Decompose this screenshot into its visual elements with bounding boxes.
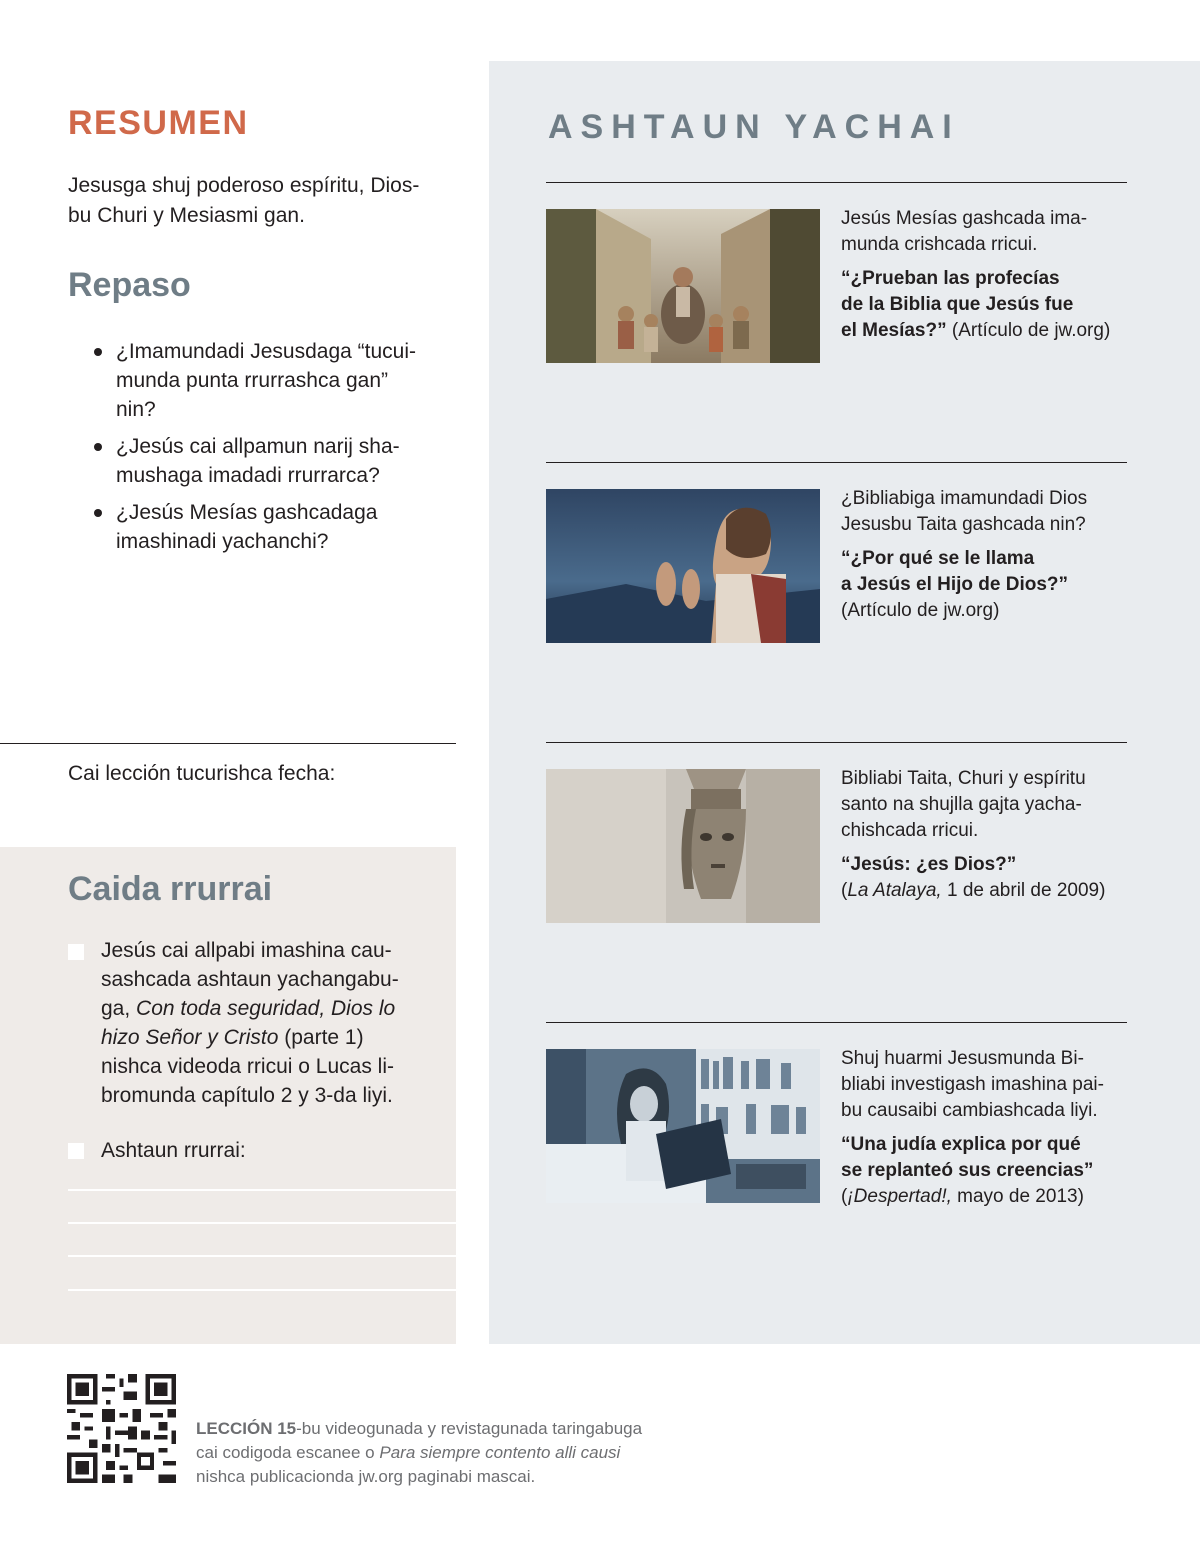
resource-item-3 xyxy=(841,766,1131,904)
woman-reading-bible-image[interactable] xyxy=(546,1049,820,1203)
repaso-item xyxy=(94,337,454,424)
publication-name: La Atalaya, xyxy=(847,880,942,901)
resource-description: bu causaibi cambiashcada liyi. xyxy=(841,1100,1098,1121)
resource-description: ¿Bibliabiga imamundadi Dios xyxy=(841,488,1088,509)
resource-title[interactable]: se replanteó sus creencias” xyxy=(841,1160,1094,1181)
resource-description: chishcada rricui. xyxy=(841,820,979,841)
resource-description: santo na shujlla gajta yacha- xyxy=(841,794,1082,815)
resource-description: Bibliabi Taita, Churi y espíritu xyxy=(841,768,1086,789)
publication-name: Para siempre contento alli causi xyxy=(379,1443,621,1462)
resource-description: bliabi investigash imashina pai- xyxy=(841,1074,1104,1095)
bullet-icon xyxy=(94,348,102,356)
writing-line[interactable] xyxy=(68,1222,456,1224)
video-title: hizo Señor y Cristo xyxy=(101,1026,279,1049)
resource-title[interactable]: a Jesús el Hijo de Dios?” xyxy=(841,574,1069,595)
resumen-text xyxy=(68,171,458,231)
footer-line: nishca publicacionda jw.org paginabi mascai. xyxy=(196,1467,536,1486)
writing-line[interactable] xyxy=(68,1255,456,1257)
repaso-list xyxy=(94,337,454,564)
resource-item-2 xyxy=(841,486,1131,624)
caida-text: ga, xyxy=(101,997,137,1020)
footer-text: cai codigoda escanee o xyxy=(196,1443,380,1462)
resource-source-text: mayo de 2013) xyxy=(951,1186,1084,1207)
repaso-line: munda punta rrurrashca gan” xyxy=(116,369,388,392)
resource-source-text: ( xyxy=(841,880,848,901)
repaso-line: imashinadi yachanchi? xyxy=(116,530,329,553)
caida-line: bromunda capítulo 2 y 3-da liyi. xyxy=(101,1084,393,1107)
caida-line: nishca videoda rricui o Lucas li- xyxy=(101,1055,394,1078)
divider xyxy=(0,743,456,744)
checkbox-2[interactable] xyxy=(68,1143,84,1159)
three-faced-stone-carving-image[interactable] xyxy=(546,769,820,923)
resource-description: Jesús Mesías gashcada ima- xyxy=(841,208,1088,229)
divider xyxy=(546,742,1127,743)
checkbox-1[interactable] xyxy=(68,944,84,960)
jesus-praying-image[interactable] xyxy=(546,489,820,643)
divider xyxy=(546,462,1127,463)
resource-description: Jesusbu Taita gashcada nin? xyxy=(841,514,1086,535)
writing-line[interactable] xyxy=(68,1289,456,1291)
resource-source: (Artículo de jw.org) xyxy=(946,320,1111,341)
writing-line[interactable] xyxy=(68,1189,456,1191)
repaso-line: nin? xyxy=(116,398,156,421)
bullet-icon xyxy=(94,443,102,451)
repaso-line: mushaga imadadi rrurrarca? xyxy=(116,464,380,487)
resumen-heading: RESUMEN xyxy=(68,104,249,142)
qr-code-icon[interactable] xyxy=(67,1374,176,1483)
repaso-line: ¿Imamundadi Jesusdaga “tucui- xyxy=(116,340,416,363)
footer-text: -bu videogunada y revistagunada taringabuga xyxy=(296,1419,643,1438)
resource-title[interactable]: “Una judía explica por qué xyxy=(841,1134,1081,1155)
caida-item-1 xyxy=(101,936,431,1110)
caida-line: Jesús cai allpabi imashina cau- xyxy=(101,939,392,962)
video-title: Con toda seguridad, Dios lo xyxy=(136,997,396,1020)
caida-heading: Caida rrurrai xyxy=(68,870,273,908)
footer-line xyxy=(196,1441,716,1465)
footer-note xyxy=(196,1417,716,1489)
resource-title[interactable]: “Jesús: ¿es Dios?” xyxy=(841,854,1017,875)
repaso-item xyxy=(94,498,454,556)
resource-title[interactable]: de la Biblia que Jesús fue xyxy=(841,294,1074,315)
footer-line xyxy=(196,1417,716,1441)
resource-title[interactable]: “¿Por qué se le llama xyxy=(841,548,1035,569)
resource-description: Shuj huarmi Jesusmunda Bi- xyxy=(841,1048,1084,1069)
resource-source: (Artículo de jw.org) xyxy=(841,600,1000,621)
resource-title[interactable]: el Mesías?” xyxy=(841,320,947,341)
caida-line xyxy=(101,994,431,1023)
resource-item-4 xyxy=(841,1046,1131,1210)
caida-text: (parte 1) xyxy=(278,1026,364,1049)
repaso-line: ¿Jesús Mesías gashcadaga xyxy=(116,501,378,524)
caida-item-2: Ashtaun rrurrai: xyxy=(101,1139,246,1162)
resumen-line: Jesusga shuj poderoso espíritu, Dios- xyxy=(68,174,420,197)
ashtaun-heading: ASHTAUN YACHAI xyxy=(548,108,960,146)
resource-title[interactable]: “¿Prueban las profecías xyxy=(841,268,1060,289)
resource-source-text: 1 de abril de 2009) xyxy=(941,880,1106,901)
jesus-entering-jerusalem-image[interactable] xyxy=(546,209,820,363)
resource-description: munda crishcada rricui. xyxy=(841,234,1038,255)
divider xyxy=(546,1022,1127,1023)
resource-source xyxy=(841,1184,1131,1210)
resource-item-1 xyxy=(841,206,1131,344)
repaso-line: ¿Jesús cai allpamun narij sha- xyxy=(116,435,400,458)
repaso-heading: Repaso xyxy=(68,266,191,304)
repaso-item xyxy=(94,432,454,490)
resource-source-text: ( xyxy=(841,1186,848,1207)
fecha-label: Cai lección tucurishca fecha: xyxy=(68,762,336,785)
divider xyxy=(546,182,1127,183)
caida-line: sashcada ashtaun yachangabu- xyxy=(101,968,399,991)
publication-name: ¡Despertad!, xyxy=(847,1186,952,1207)
resumen-line: bu Churi y Mesiasmi gan. xyxy=(68,204,305,227)
resource-source xyxy=(841,878,1131,904)
bullet-icon xyxy=(94,509,102,517)
caida-line xyxy=(101,1023,431,1052)
lesson-number: LECCIÓN 15 xyxy=(196,1419,297,1438)
